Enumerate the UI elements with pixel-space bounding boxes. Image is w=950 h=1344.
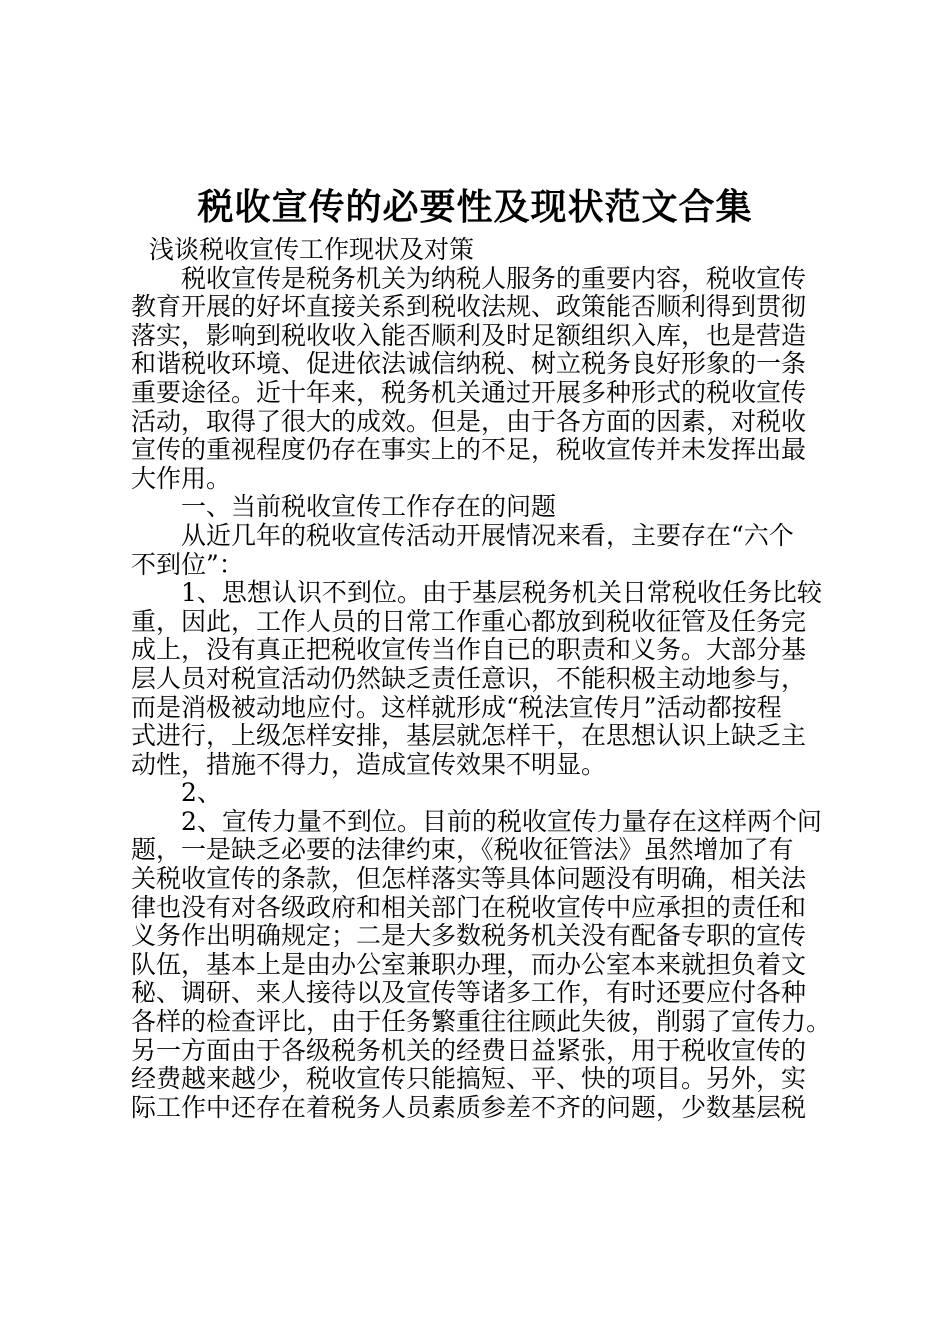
- text-line: 宣传的重视程度仍存在事实上的不足，税收宣传并未发挥出最: [131, 435, 807, 465]
- text-line: 各样的检查评比，由于任务繁重往往顾此失彼，削弱了宣传力。: [131, 1007, 832, 1037]
- text-line: 经费越来越少，税收宣传只能搞短、平、快的项目。另外，实: [131, 1064, 807, 1094]
- text-line: 浅谈税收宣传工作现状及对策: [149, 235, 475, 264]
- text-line: 从近几年的税收宣传活动开展情况来看，主要存在“六个: [181, 520, 794, 550]
- text-line: 2、: [181, 778, 222, 808]
- text-line: 另一方面由于各级税务机关的经费日益紧张，用于税收宣传的: [131, 1035, 807, 1065]
- text-line: 式进行，上级怎样安排，基层就怎样干，在思想认识上缺乏主: [131, 721, 807, 751]
- text-line: 律也没有对各级政府和相关部门在税收宣传中应承担的责任和: [131, 892, 807, 922]
- text-line: 活动，取得了很大的成效。但是，由于各方面的因素，对税收: [131, 406, 807, 436]
- text-line: 1、思想认识不到位。由于基层税务机关日常税收任务比较: [181, 578, 822, 608]
- text-line: 际工作中还存在着税务人员素质参差不齐的问题，少数基层税: [131, 1092, 807, 1122]
- text-line: 2、宣传力量不到位。目前的税收宣传力量存在这样两个问: [181, 806, 822, 836]
- text-line: 落实，影响到税收收入能否顺利及时足额组织入库，也是营造: [131, 320, 807, 350]
- text-line: 重要途径。近十年来，税务机关通过开展多种形式的税收宣传: [131, 377, 807, 407]
- text-line: 队伍，基本上是由办公室兼职办理，而办公室本来就担负着文: [131, 949, 807, 979]
- text-line: 义务作出明确规定；二是大多数税务机关没有配备专职的宣传: [131, 921, 807, 951]
- text-line: 而是消极被动地应付。这样就形成“税法宣传月”活动都按程: [131, 692, 782, 722]
- text-line: 层人员对税宣活动仍然缺乏责任意识，不能积极主动地参与，: [131, 663, 807, 693]
- document-body: [131, 236, 833, 1122]
- text-line: 一、当前税收宣传工作存在的问题: [181, 492, 557, 522]
- text-line: 不到位”：: [131, 549, 244, 579]
- text-line: 教育开展的好坏直接关系到税收法规、政策能否顺利得到贯彻: [131, 292, 807, 322]
- text-line: 大作用。: [131, 463, 232, 493]
- text-line: 题，一是缺乏必要的法律约束，《税收征管法》虽然增加了有: [131, 835, 794, 865]
- text-line: 成上，没有真正把税收宣传当作自已的职责和义务。大部分基: [131, 635, 807, 665]
- text-line: 和谐税收环境、促进依法诚信纳税、树立税务良好形象的一条: [131, 349, 807, 379]
- text-line: 关税收宣传的条款，但怎样落实等具体问题没有明确，相关法: [131, 864, 807, 894]
- text-line: 重，因此，工作人员的日常工作重心都放到税收征管及任务完: [131, 606, 807, 636]
- document-title: 税收宣传的必要性及现状范文合集: [197, 186, 753, 228]
- text-line: 秘、调研、来人接待以及宣传等诸多工作，有时还要应付各种: [131, 978, 807, 1008]
- text-line: 动性，措施不得力，造成宣传效果不明显。: [131, 749, 607, 779]
- text-line: 税收宣传是税务机关为纳税人服务的重要内容，税收宣传: [181, 263, 807, 293]
